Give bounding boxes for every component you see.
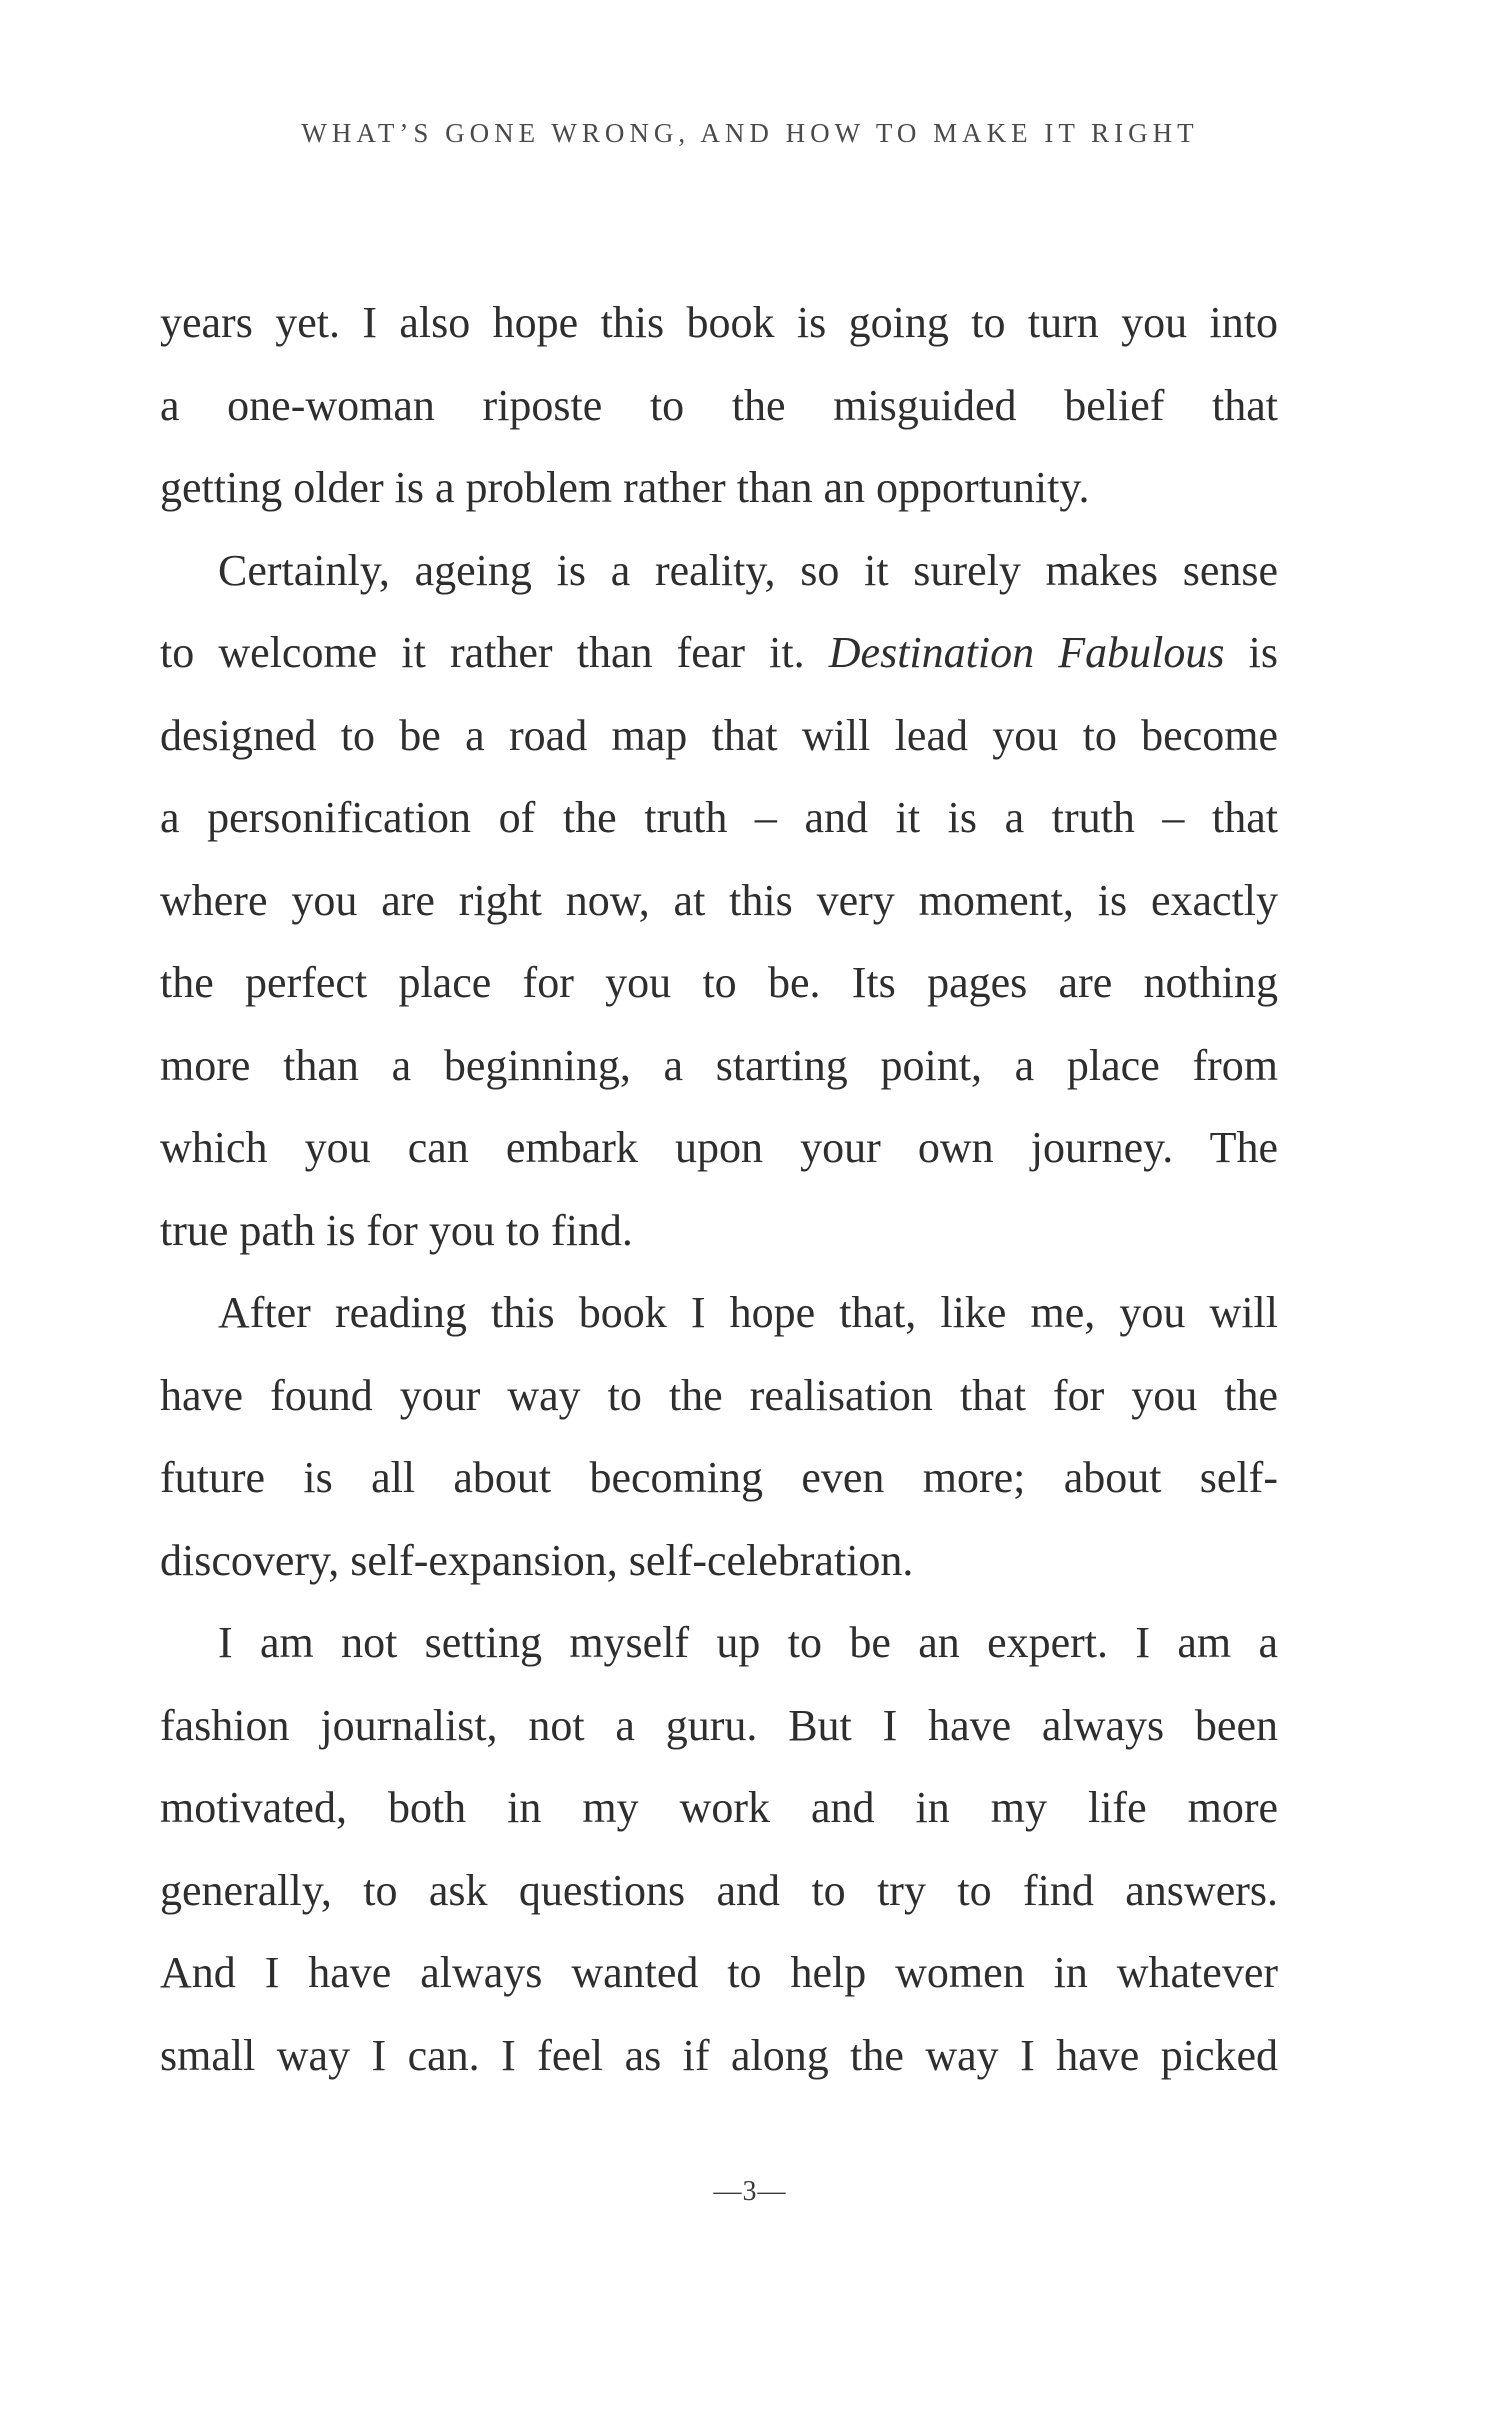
text-line: motivated, both in my work and in my life more — [160, 1783, 1278, 1832]
text-line-segment: is — [1224, 628, 1279, 677]
text-line: future is all about becoming even more; about self- — [160, 1453, 1278, 1502]
text-line: a one-woman riposte to the misguided belief that — [160, 380, 1278, 430]
text-line-segment: to welcome it rather than fear it. — [160, 628, 805, 677]
text-line: more than a beginning, a starting point, a place from — [160, 1040, 1278, 1090]
text-line: a personification of the truth – and it is a truth – that — [160, 793, 1278, 842]
text-line: fashion journalist, not a guru. But I have always been — [160, 1700, 1278, 1750]
text-line: And I have always wanted to help women in whatever — [160, 1948, 1278, 1997]
book-title: Destination Fabulous — [828, 628, 1225, 677]
text-line: getting older is a problem rather than an opportunity. — [160, 463, 1090, 512]
text-line: true path is for you to find. — [160, 1205, 633, 1255]
text-line: which you can embark upon your own journey. The — [160, 1123, 1278, 1172]
page-number: —3— — [713, 2176, 787, 2207]
text-line: designed to be a road map that will lead you to become — [160, 710, 1278, 760]
text-line: years yet. I also hope this book is going to turn you into — [160, 298, 1278, 347]
text-line: Certainly, ageing is a reality, so it surely makes sense — [218, 545, 1278, 595]
text-line: discovery, self-expansion, self-celebration. — [160, 1535, 914, 1585]
text-line: small way I can. I feel as if along the way I have picked — [160, 2030, 1278, 2080]
text-line: the perfect place for you to be. Its pages are nothing — [160, 958, 1278, 1007]
text-line: After reading this book I hope that, like me, you will — [218, 1288, 1278, 1337]
text-line: generally, to ask questions and to try to find answers. — [160, 1865, 1278, 1915]
text-line-with-title — [160, 612, 1278, 695]
body-text — [160, 282, 1278, 2097]
text-line: have found your way to the realisation that for you the — [160, 1370, 1278, 1420]
text-line: where you are right now, at this very moment, is exactly — [160, 875, 1278, 925]
running-head: WHAT’S GONE WRONG, AND HOW TO MAKE IT RIGHT — [301, 118, 1199, 148]
text-line: I am not setting myself up to be an expert. I am a — [218, 1618, 1278, 1667]
